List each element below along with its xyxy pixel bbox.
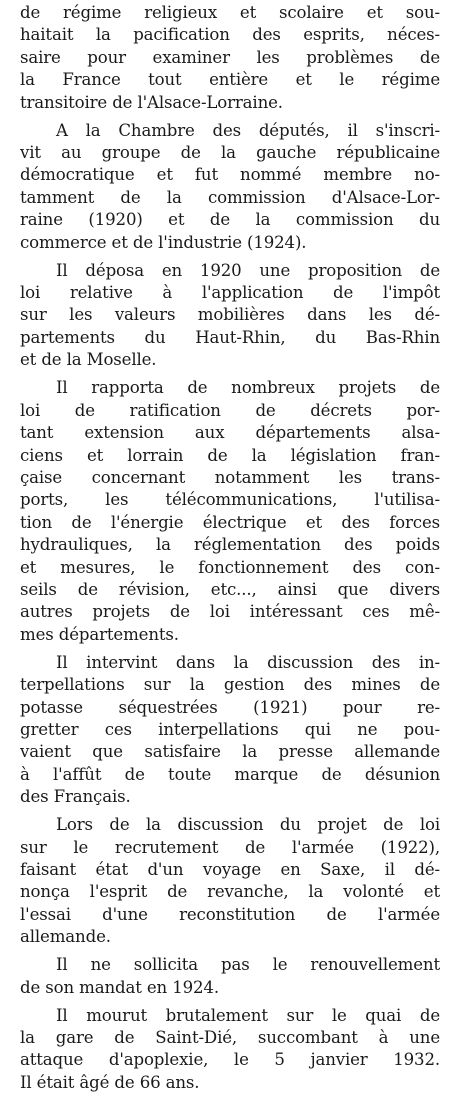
- text-line: mes départements.: [20, 624, 179, 644]
- text-line: la France tout entière et le régime: [20, 70, 440, 90]
- text-line: allemande.: [20, 927, 111, 947]
- text-line: et mesures, le fonctionnement des con-: [20, 557, 440, 577]
- text-line: attaque d'apoplexie, le 5 janvier 1932.: [20, 1050, 440, 1070]
- text-line: sur le recrutement de l'armée (1922),: [20, 837, 440, 857]
- text-line: transitoire de l'Alsace-Lorraine.: [20, 92, 283, 112]
- paragraph: [20, 814, 440, 948]
- text-line: la gare de Saint-Dié, succombant à une: [20, 1028, 440, 1048]
- paragraph: [20, 2, 440, 114]
- text-line: ciens et lorrain de la législation fran-: [20, 445, 440, 465]
- text-line: tant extension aux départements alsa-: [20, 423, 440, 443]
- paragraph: [20, 377, 440, 646]
- paragraph: [20, 1005, 440, 1095]
- text-line: loi de ratification de décrets por-: [20, 400, 440, 420]
- text-line: loi relative à l'application de l'impôt: [20, 283, 440, 303]
- text-line: vaient que satisfaire la presse allemande: [20, 742, 440, 762]
- text-line: saire pour examiner les problèmes de: [20, 47, 440, 67]
- text-line: ports, les télécommunications, l'utilisa-: [20, 490, 440, 510]
- text-line: Il rapporta de nombreux projets de: [56, 378, 440, 398]
- text-line: Il intervint dans la discussion des in-: [56, 652, 440, 672]
- text-line: çaise concernant notamment les trans-: [20, 467, 440, 487]
- text-line: terpellations sur la gestion des mines de: [20, 675, 440, 695]
- text-line: raine (1920) et de la commission du: [20, 210, 440, 230]
- text-line: partements du Haut-Rhin, du Bas-Rhin: [20, 327, 440, 347]
- text-line: Il déposa en 1920 une proposition de: [56, 260, 440, 280]
- text-line: autres projets de loi intéressant ces mê-: [20, 602, 440, 622]
- text-line: Il était âgé de 66 ans.: [20, 1072, 200, 1092]
- text-line: A la Chambre des députés, il s'inscri-: [56, 120, 440, 140]
- text-line: seils de révision, etc..., ainsi que divers: [20, 579, 440, 599]
- text-line: à l'affût de toute marque de désunion: [20, 764, 440, 784]
- text-line: potasse séquestrées (1921) pour re-: [20, 697, 440, 717]
- paragraph: [20, 652, 440, 809]
- document-page: [20, 2, 440, 1100]
- text-line: des Français.: [20, 787, 131, 807]
- text-line: Il ne sollicita pas le renouvellement: [56, 955, 440, 975]
- text-line: faisant état d'un voyage en Saxe, il dé-: [20, 860, 440, 879]
- text-line: démocratique et fut nommé membre no-: [20, 165, 440, 185]
- text-line: Il mourut brutalement sur le quai de: [56, 1005, 440, 1025]
- text-line: et de la Moselle.: [20, 350, 157, 370]
- text-line: hydrauliques, la réglementation des poids: [20, 535, 440, 555]
- text-line: gretter ces interpellations qui ne pou-: [20, 719, 440, 739]
- text-line: de régime religieux et scolaire et sou-: [20, 3, 440, 22]
- text-line: haitait la pacification des esprits, néces-: [20, 25, 440, 45]
- text-line: tamment de la commission d'Alsace-Lor-: [20, 187, 440, 207]
- text-line: vit au groupe de la gauche républicaine: [20, 143, 440, 163]
- paragraph: [20, 260, 440, 372]
- paragraph: [20, 954, 440, 999]
- text-line: commerce et de l'industrie (1924).: [20, 232, 307, 252]
- text-line: sur les valeurs mobilières dans les dé-: [20, 305, 440, 325]
- text-line: l'essai d'une reconstitution de l'armée: [20, 904, 440, 924]
- text-line: Lors de la discussion du projet de loi: [56, 815, 440, 835]
- text-line: tion de l'énergie électrique et des forces: [20, 512, 440, 532]
- paragraph: [20, 120, 440, 254]
- text-line: nonça l'esprit de revanche, la volonté et: [20, 882, 440, 902]
- text-line: de son mandat en 1924.: [20, 977, 219, 997]
